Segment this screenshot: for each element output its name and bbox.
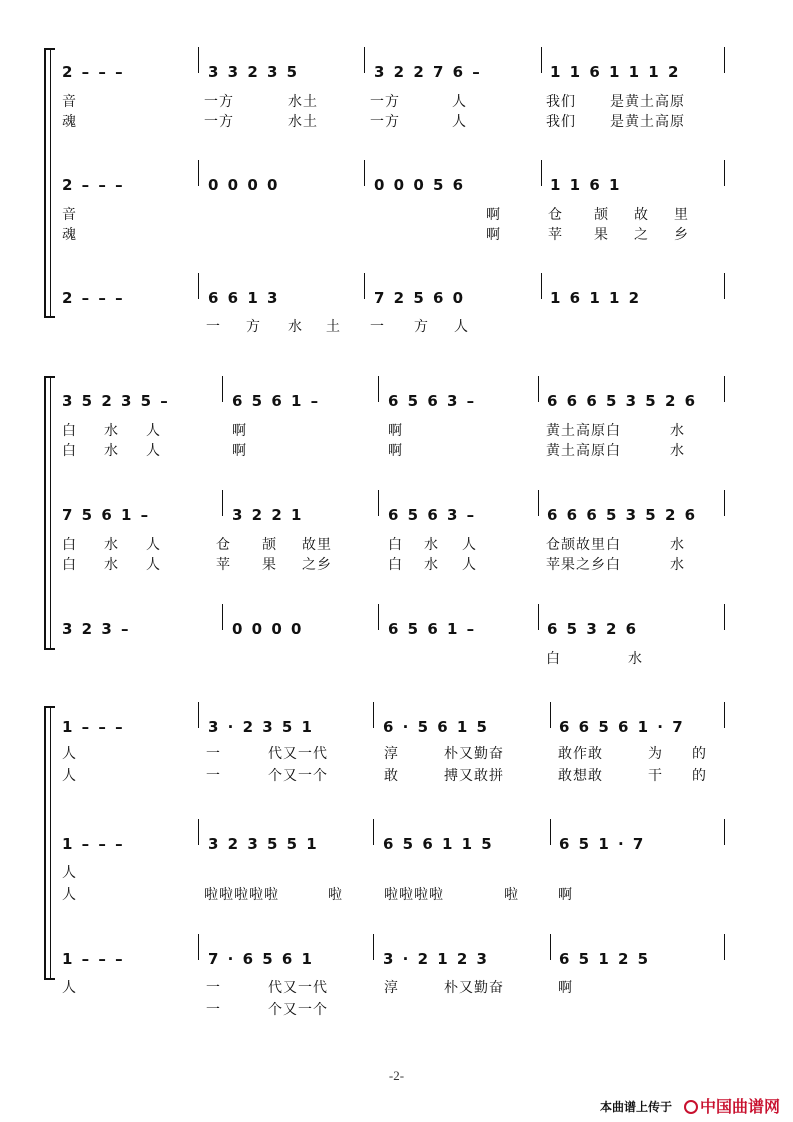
measure: 2 – – –: [62, 63, 125, 81]
lyric: 仓: [216, 537, 231, 553]
barline: [538, 376, 539, 402]
lyric: 水: [104, 443, 119, 459]
lyric: 果: [594, 227, 609, 243]
barline: [541, 47, 542, 73]
barline: [198, 273, 199, 299]
measure: 6 6 6 5 3 5 2 6: [547, 392, 698, 410]
site-logo-text: 中国曲谱网: [700, 1097, 781, 1116]
measure: 1 – – –: [62, 835, 125, 853]
lyric: 朴又勤奋: [444, 980, 504, 996]
lyric: 我们: [546, 114, 576, 130]
measure: 6 · 5 6 1 5: [383, 718, 489, 736]
system-bracket-line: [50, 48, 51, 316]
measure: 6 5 6 1 –: [232, 392, 321, 410]
lyric: 水: [670, 537, 685, 553]
barline: [222, 490, 223, 516]
lyric: 一: [206, 1002, 221, 1018]
lyric: 个又一个: [268, 1002, 328, 1018]
lyric: 敢想敢: [558, 768, 603, 784]
lyric: 啊: [388, 443, 403, 459]
lyric: 故里: [302, 537, 332, 553]
lyric: 里: [674, 207, 689, 223]
barline: [550, 702, 551, 728]
lyric: 土: [326, 319, 341, 335]
lyric: 啊: [486, 207, 501, 223]
measure: 6 5 6 3 –: [388, 392, 477, 410]
barline: [724, 160, 725, 186]
lyric: 白: [62, 557, 77, 573]
measure: 3 3 2 3 5: [208, 63, 300, 81]
lyric: 啦啦啦啦: [384, 887, 444, 903]
lyric: 敢作敢: [558, 746, 603, 762]
lyric: 果: [262, 557, 277, 573]
lyric: 水: [670, 557, 685, 573]
barline: [724, 819, 725, 845]
lyric: 啊: [486, 227, 501, 243]
lyric: 颉: [594, 207, 609, 223]
lyric: 一方: [370, 94, 400, 110]
lyric: 音: [62, 94, 77, 110]
measure: 2 – – –: [62, 289, 125, 307]
lyric: 人: [146, 557, 161, 573]
lyric: 水: [104, 423, 119, 439]
barline: [541, 273, 542, 299]
lyric: 白: [62, 443, 77, 459]
barline: [538, 490, 539, 516]
lyric: 人: [452, 94, 467, 110]
lyric: 啦: [328, 887, 343, 903]
lyric: 人: [62, 865, 77, 881]
lyric: 我们: [546, 94, 576, 110]
lyric: 干: [648, 768, 663, 784]
lyric: 人: [452, 114, 467, 130]
lyric: 是黄土高原: [610, 94, 685, 110]
lyric: 音: [62, 207, 77, 223]
lyric: 个又一个: [268, 768, 328, 784]
measure: 3 · 2 1 2 3: [383, 950, 489, 968]
lyric: 一方: [204, 94, 234, 110]
lyric: 魂: [62, 227, 77, 243]
lyric: 白: [62, 423, 77, 439]
measure: 6 5 6 1 –: [388, 620, 477, 638]
lyric: 人: [62, 980, 77, 996]
lyric: 苹: [216, 557, 231, 573]
measure: 3 2 2 1: [232, 506, 304, 524]
barline: [541, 160, 542, 186]
page-number: -2-: [388, 1068, 405, 1083]
logo-mark-icon: [684, 1100, 698, 1114]
lyric: 白: [388, 537, 403, 553]
lyric: 淳: [384, 980, 399, 996]
barline: [538, 604, 539, 630]
lyric: 水: [424, 557, 439, 573]
lyric: 的: [692, 768, 707, 784]
measure: 3 2 3 –: [62, 620, 131, 638]
measure: 3 2 3 5 5 1: [208, 835, 319, 853]
measure: 6 6 1 3: [208, 289, 280, 307]
lyric: 水: [628, 651, 643, 667]
lyric: 白: [388, 557, 403, 573]
lyric: 人: [146, 423, 161, 439]
barline: [724, 934, 725, 960]
lyric: 白: [546, 651, 561, 667]
lyric: 苹果之乡白: [546, 557, 621, 573]
barline: [198, 934, 199, 960]
lyric: 人: [62, 768, 77, 784]
measure: 6 6 5 6 1 · 7: [559, 718, 685, 736]
system-bracket-line: [50, 376, 51, 648]
barline: [378, 376, 379, 402]
lyric: 代又一代: [268, 980, 328, 996]
barline: [373, 934, 374, 960]
lyric: 水: [288, 319, 303, 335]
measure: 6 6 6 5 3 5 2 6: [547, 506, 698, 524]
lyric: 人: [146, 537, 161, 553]
lyric: 为: [648, 746, 663, 762]
measure: 6 5 6 1 1 5: [383, 835, 494, 853]
barline: [198, 47, 199, 73]
measure: 1 1 6 1: [550, 176, 622, 194]
measure: 0 0 0 0: [232, 620, 304, 638]
barline: [724, 47, 725, 73]
barline: [550, 934, 551, 960]
measure: 6 5 1 · 7: [559, 835, 646, 853]
lyric: 乡: [674, 227, 689, 243]
lyric: 水: [104, 557, 119, 573]
lyric: 苹: [548, 227, 563, 243]
lyric: 啦: [504, 887, 519, 903]
lyric: 啊: [232, 423, 247, 439]
lyric: 啊: [558, 980, 573, 996]
lyric: 之: [634, 227, 649, 243]
measure: 2 – – –: [62, 176, 125, 194]
lyric: 人: [62, 887, 77, 903]
lyric: 一: [206, 319, 221, 335]
lyric: 啊: [558, 887, 573, 903]
lyric: 人: [62, 746, 77, 762]
measure: 1 – – –: [62, 718, 125, 736]
lyric: 水土: [288, 94, 318, 110]
lyric: 人: [462, 557, 477, 573]
lyric: 啦啦啦啦啦: [204, 887, 279, 903]
lyric: 黄土高原白: [546, 443, 621, 459]
lyric: 方: [414, 319, 429, 335]
measure: 3 2 2 7 6 –: [374, 63, 482, 81]
lyric: 人: [454, 319, 469, 335]
measure: 6 5 3 2 6: [547, 620, 639, 638]
barline: [724, 702, 725, 728]
barline: [550, 819, 551, 845]
barline: [724, 490, 725, 516]
measure: 1 6 1 1 2: [550, 289, 642, 307]
lyric: 搏又敢拼: [444, 768, 504, 784]
measure: 7 2 5 6 0: [374, 289, 466, 307]
system-bracket-line: [50, 706, 51, 978]
site-logo[interactable]: [684, 1094, 780, 1117]
barline: [378, 490, 379, 516]
upload-note: 本曲谱上传于: [600, 1100, 673, 1114]
lyric: 白: [62, 537, 77, 553]
lyric: 之乡: [302, 557, 332, 573]
lyric: 一: [370, 319, 385, 335]
lyric: 人: [146, 443, 161, 459]
lyric: 水: [424, 537, 439, 553]
lyric: 代又一代: [268, 746, 328, 762]
lyric: 的: [692, 746, 707, 762]
barline: [373, 702, 374, 728]
lyric: 黄土高原白: [546, 423, 621, 439]
barline: [724, 273, 725, 299]
barline: [724, 376, 725, 402]
measure: 3 · 2 3 5 1: [208, 718, 314, 736]
measure: 6 5 1 2 5: [559, 950, 651, 968]
barline: [364, 273, 365, 299]
lyric: 魂: [62, 114, 77, 130]
measure: 1 1 6 1 1 1 2: [550, 63, 681, 81]
barline: [373, 819, 374, 845]
barline: [378, 604, 379, 630]
lyric: 一: [206, 980, 221, 996]
lyric: 一方: [204, 114, 234, 130]
lyric: 故: [634, 207, 649, 223]
lyric: 啊: [388, 423, 403, 439]
lyric: 朴又勤奋: [444, 746, 504, 762]
lyric: 颉: [262, 537, 277, 553]
barline: [198, 702, 199, 728]
barline: [364, 47, 365, 73]
lyric: 人: [462, 537, 477, 553]
barline: [198, 160, 199, 186]
measure: 3 5 2 3 5 –: [62, 392, 170, 410]
lyric: 是黄土高原: [610, 114, 685, 130]
lyric: 水土: [288, 114, 318, 130]
measure: 1 – – –: [62, 950, 125, 968]
lyric: 敢: [384, 768, 399, 784]
barline: [222, 604, 223, 630]
lyric: 仓: [548, 207, 563, 223]
lyric: 一: [206, 746, 221, 762]
lyric: 一方: [370, 114, 400, 130]
barline: [364, 160, 365, 186]
measure: 0 0 0 0: [208, 176, 280, 194]
lyric: 淳: [384, 746, 399, 762]
barline: [222, 376, 223, 402]
barline: [198, 819, 199, 845]
measure: 7 5 6 1 –: [62, 506, 151, 524]
lyric: 水: [670, 423, 685, 439]
lyric: 啊: [232, 443, 247, 459]
lyric: 水: [104, 537, 119, 553]
lyric: 方: [246, 319, 261, 335]
measure: 0 0 0 5 6: [374, 176, 466, 194]
lyric: 水: [670, 443, 685, 459]
measure: 6 5 6 3 –: [388, 506, 477, 524]
measure: 7 · 6 5 6 1: [208, 950, 314, 968]
lyric: 一: [206, 768, 221, 784]
barline: [724, 604, 725, 630]
lyric: 仓颉故里白: [546, 537, 621, 553]
